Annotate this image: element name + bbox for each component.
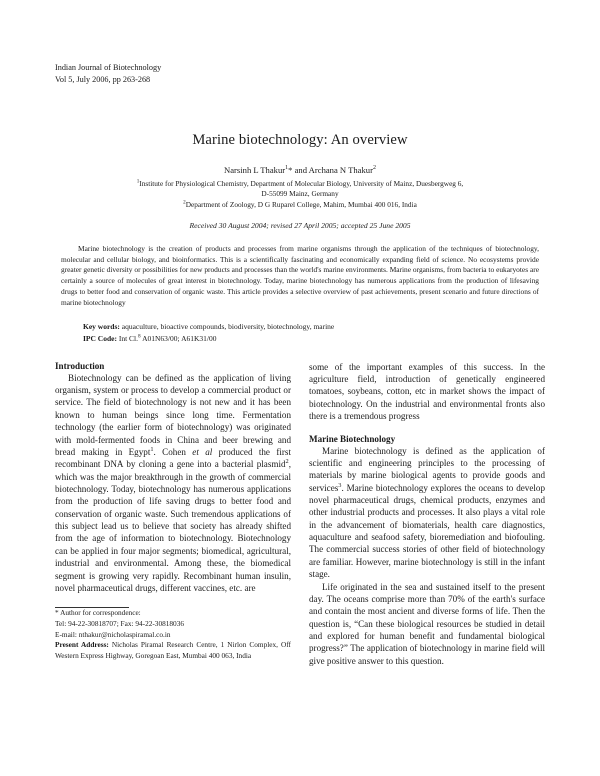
footnote-correspondence: * Author for correspondence: bbox=[55, 608, 141, 618]
paragraph-introduction-continued: some of the important examples of this success. In the agriculture field, introduction of genetically engineered tomatoes, soybeans, cotton, etc in market shows the impact of biotechnology. On the industrial and environmental fronts also there is a tremendous progress bbox=[309, 361, 545, 422]
author-list: Narsinh L Thakur$^1$* and Archana N Thakur$^2$ bbox=[224, 164, 376, 175]
footnote-address bbox=[55, 640, 291, 661]
page-title: Marine biotechnology: An overview bbox=[192, 131, 408, 148]
ipc-value: Int Cl.$^8$ A01N63/00; A61K31/00 bbox=[118, 333, 217, 343]
section-heading-introduction: Introduction bbox=[55, 360, 105, 371]
keywords-label: Key words: bbox=[83, 322, 120, 332]
paragraph-introduction: Biotechnology can be defined as the application of living organism, system or process to develop a commercial product or service. The field of biotechnology is not new and it has been known to human beings since long time. Fermentation technology (the earlier form of biotechnology) was originated with mold-fermented foods in China and beer brewing and bread making in Egypt$^1$. Cohen et al produced the first recombinant DNA by cloning a gene into a bacterial plasmid$^2$, which was the major breakthrough in the growth of commercial biotechnology. Today, biotechnology has numerous applications from the production of life saving drugs to better food and conservation of organic waste. Such tremendous applications of this subject lead us to believe that society has already shifted from the age of information to biotechnology. Biotechnology can be applied in four major segments; biomedical, agricultural, industrial and environmental. Among these, the biomedical segment is growing very rapidly. Recombinant human insulin, novel pharmaceutical drugs, different vaccines, etc. are bbox=[55, 372, 291, 593]
affiliation-one-line-two: D-55099 Mainz, Germany bbox=[261, 189, 339, 199]
keywords-block bbox=[55, 321, 545, 344]
section-heading-marine-biotechnology: Marine Biotechnology bbox=[309, 433, 396, 444]
keywords-line bbox=[83, 321, 545, 332]
affiliation-two: $^2$Department of Zoology, D G Ruparel College, Mahim, Mumbai 400 016, India bbox=[183, 199, 417, 209]
right-column bbox=[309, 361, 545, 667]
ipc-label: IPC Code: bbox=[83, 333, 117, 343]
body-columns bbox=[55, 361, 545, 667]
paragraph-marine-two: Life originated in the sea and sustained itself to the present day. The oceans comprise more than 70% of the earth's surface and contain the most ancient and diverse forms of life. Then the question is, “Can these biological resources be studied in detail and explored for human benefit and fundamental biological progress?” The application of biotechnology in marine field will give positive answer to this question. bbox=[309, 581, 545, 666]
abstract-text: Marine biotechnology is the creation of products and processes from marine organisms through the application of the techniques of biotechnology, molecular and cellular biology, and bioinformatics. This is a scientifically fascinating and economically expanding field of science. No ecosystems provide greater genetic diversity or possibilities for new products and processes than the world's marine environments. Marine organisms, from bacteria to eukaryotes are certainly a source of molecules of great interest in biotechnology. Today, marine biotechnology has numerous applications from the production of lifesaving drugs to better food and conservation of organic waste. This article provides a selective overview of past achievements, present scenario and future directions of marine biotechnology bbox=[61, 243, 539, 307]
correspondence-footnote bbox=[55, 603, 291, 661]
paragraph-marine-one: Marine biotechnology is defined as the application of scientific and engineering principles to the processing of materials by marine biological agents to provide goods and services$^3$. Marine biotechnology explores the oceans to develop novel pharmaceutical drugs, chemical products, enzymes and other industrial products and processes. It also plays a vital role in the advancement of biomaterials, health care diagnostics, aquaculture and seafood safety, bioremediation and biofouling. The commercial success stories of other field of biotechnology are familiar. However, marine biotechnology is still in the infant stage. bbox=[309, 445, 545, 580]
journal-issue: Vol 5, July 2006, pp 263-268 bbox=[55, 74, 151, 84]
keywords-value: aquaculture, bioactive compounds, biodiversity, biotechnology, marine bbox=[121, 322, 335, 332]
affiliation-one: $^1$Institute for Physiological Chemistry, Department of Molecular Biology, University of Mainz, Duesbergweg 6, bbox=[136, 178, 464, 188]
submission-dates: Received 30 August 2004; revised 27 April 2005; accepted 25 June 2005 bbox=[189, 220, 411, 230]
footnote-email: E-mail: nthakur@nicholaspiramal.co.in bbox=[55, 629, 171, 639]
ipc-line bbox=[83, 333, 545, 344]
footnote-address-label: Present Address: bbox=[55, 640, 109, 650]
title-block bbox=[55, 132, 545, 230]
journal-name: Indian Journal of Biotechnology bbox=[55, 63, 162, 72]
journal-header bbox=[55, 62, 545, 86]
left-column bbox=[55, 361, 291, 667]
footnote-address-value: Nicholas Piramal Research Centre, 1 Nirlon Complex, Off Western Express Highway, Goregoan East, Mumbai 400 063, India bbox=[55, 640, 291, 660]
footnote-telephone: Tel: 94-22-30818707; Fax: 94-22-30818036 bbox=[55, 618, 184, 628]
